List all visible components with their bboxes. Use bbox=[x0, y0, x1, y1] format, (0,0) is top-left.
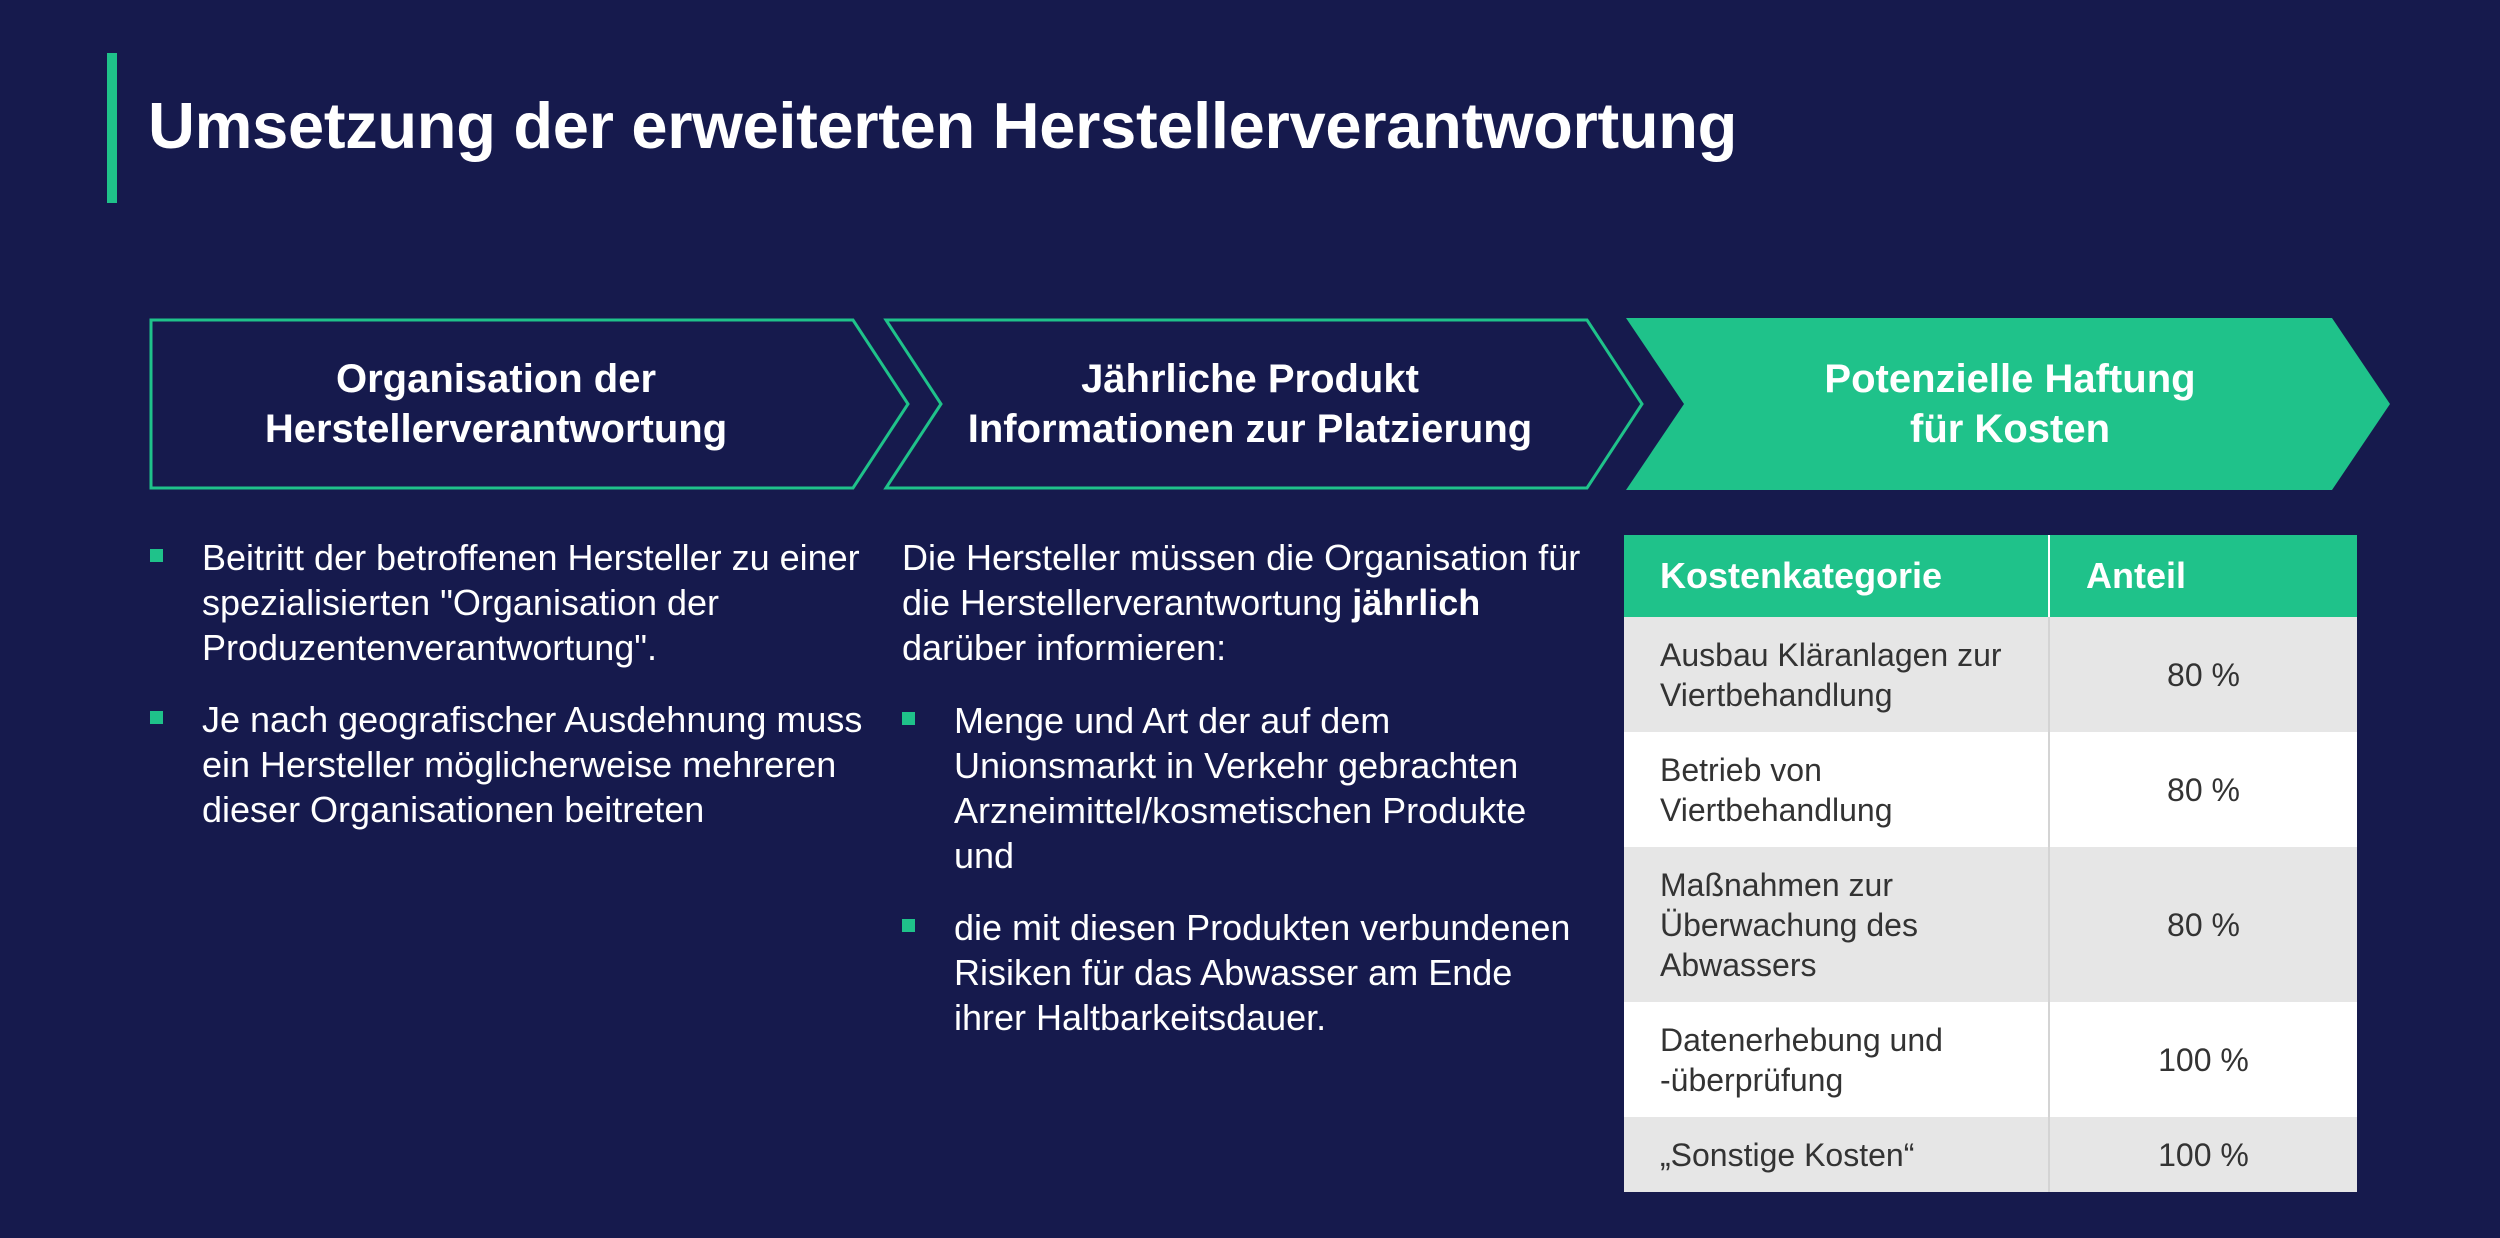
list-item bbox=[902, 698, 1592, 878]
page-title: Umsetzung der erweiterten Herstellerverantwortung bbox=[148, 89, 1738, 162]
column-2-bullets bbox=[902, 698, 1592, 1040]
header-anteil: Anteil bbox=[2049, 535, 2357, 617]
step-2-line1: Jährliche Produkt bbox=[1081, 357, 1419, 401]
step-3-label bbox=[1680, 318, 2340, 490]
table-row bbox=[1624, 1002, 2357, 1117]
table-header-row bbox=[1624, 535, 2357, 617]
category-cell: „Sonstige Kosten“ bbox=[1624, 1117, 2049, 1192]
list-item bbox=[902, 905, 1592, 1040]
intro-text-bold: jährlich bbox=[1352, 582, 1481, 623]
column-1-bullets bbox=[150, 535, 870, 832]
table-row bbox=[1624, 732, 2357, 847]
step-2-label bbox=[910, 318, 1590, 490]
header-kostenkategorie: Kostenkategorie bbox=[1624, 535, 2049, 617]
bullet-square-icon bbox=[902, 712, 915, 725]
table-row bbox=[1624, 847, 2357, 1002]
category-cell: Betrieb von Viertbehandlung bbox=[1624, 732, 2049, 847]
table-row bbox=[1624, 617, 2357, 732]
category-cell: Ausbau Kläranlagen zur Viertbehandlung bbox=[1624, 617, 2049, 732]
share-cell: 80 % bbox=[2049, 732, 2357, 847]
bullet-text: Beitritt der betroffenen Hersteller zu einer spezialisierten "Organisation der Produzentenverantwortung". bbox=[202, 537, 860, 668]
share-cell: 80 % bbox=[2049, 847, 2357, 1002]
share-cell: 80 % bbox=[2049, 617, 2357, 732]
column-1-text bbox=[150, 535, 870, 832]
intro-text-end: darüber informieren: bbox=[902, 627, 1227, 668]
step-1-label bbox=[151, 318, 841, 490]
bullet-text: die mit diesen Produkten verbundenen Risiken für das Abwasser am Ende ihrer Haltbarkeitsdauer. bbox=[954, 907, 1571, 1038]
bullet-text: Je nach geografischer Ausdehnung muss ein Hersteller möglicherweise mehreren dieser Organisationen beitreten bbox=[202, 699, 863, 830]
category-cell: Datenerhebung und -überprüfung bbox=[1624, 1002, 2049, 1117]
share-cell: 100 % bbox=[2049, 1117, 2357, 1192]
column-2-text bbox=[902, 535, 1592, 1040]
bullet-square-icon bbox=[150, 549, 163, 562]
list-item bbox=[150, 697, 870, 832]
bullet-text: Menge und Art der auf dem Unionsmarkt in Verkehr gebrachten Arzneimittel/kosmetischen Produkte und bbox=[954, 700, 1527, 876]
column-2-intro bbox=[902, 535, 1592, 670]
bullet-square-icon bbox=[150, 711, 163, 724]
step-3-line2: für Kosten bbox=[1910, 407, 2110, 451]
cost-table bbox=[1624, 535, 2357, 1192]
step-3-line1: Potenzielle Haftung bbox=[1824, 357, 2196, 401]
step-2-line2: Informationen zur Platzierung bbox=[967, 407, 1533, 451]
list-item bbox=[150, 535, 870, 670]
step-1-line2: Herstellerverantwortung bbox=[264, 407, 728, 451]
category-cell: Maßnahmen zur Überwachung des Abwassers bbox=[1624, 847, 2049, 1002]
table-row bbox=[1624, 1117, 2357, 1192]
step-1-line1: Organisation der bbox=[335, 357, 657, 401]
bullet-square-icon bbox=[902, 919, 915, 932]
intro-text-start: Die Hersteller müssen die Organisation für die Herstellerverantwortung bbox=[902, 537, 1581, 623]
share-cell: 100 % bbox=[2049, 1002, 2357, 1117]
